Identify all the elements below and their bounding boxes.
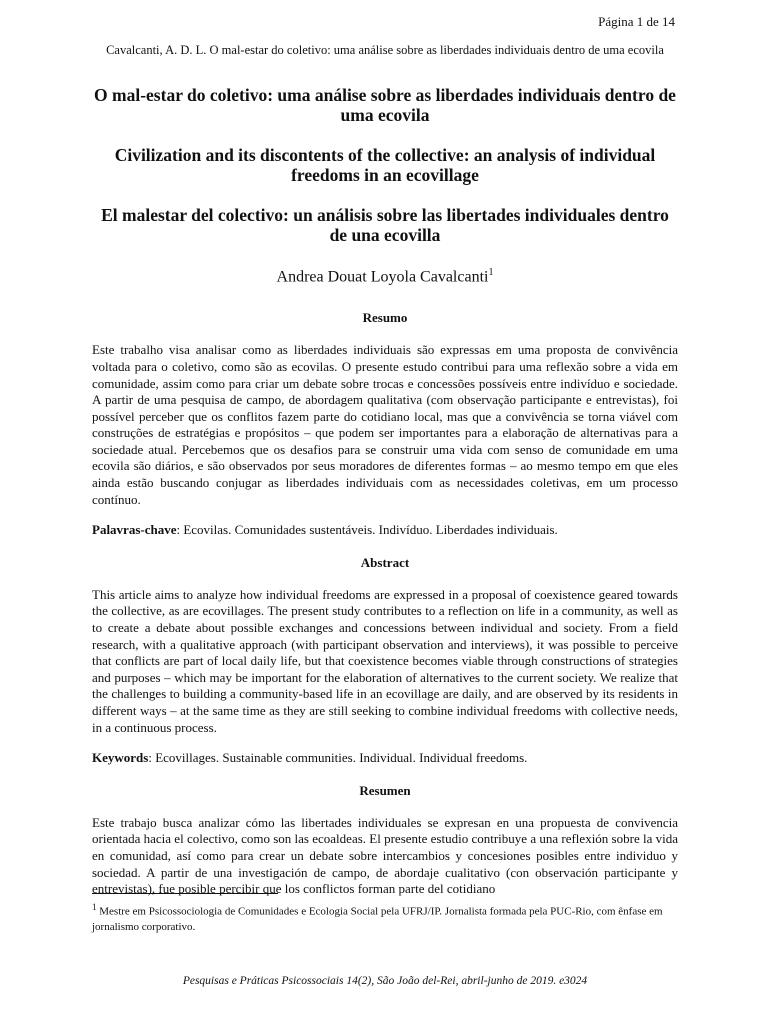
abstract-keywords-list: : Ecovillages. Sustainable communities. Individual. Individual freedoms. (148, 750, 528, 766)
journal-citation: Pesquisas e Práticas Psicossociais 14(2), São João del-Rei, abril-junho de 2019. e3024 (182, 975, 588, 987)
author-footnote-mark: 1 (488, 267, 494, 278)
abstract-heading: Abstract (360, 554, 410, 570)
resumen-text: Este trabajo busca analizar cómo las libertades individuales se expresan en una propuesta de convivencia orientada hacia el colectivo, como son las ecoaldeas. El presente estudio contribuye a una reflexión sobre la vida en comunidad, así como para crear un debate sobre intercambios y concesiones posibles entre individuo y sociedad. A partir de una investigación de campo, de abordaje cualitativo (con observación participante y entrevistas), fue posible percibir que los conflictos forman parte del cotidiano (92, 814, 678, 897)
author-name: Andrea Douat Loyola Cavalcanti (276, 268, 489, 286)
footnote (92, 900, 678, 935)
resumo-text: Este trabalho visa analisar como as liberdades individuais são expressas em uma proposta de convivência voltada para o coletivo, como são as ecovilas. O presente estudo contribui para uma reflexão sobre a vida em comunidade, assim como para criar um debate sobre trocas e concessões possíveis entre indivíduo e sociedade. A partir de uma pesquisa de campo, de abordagem qualitativa (com observação participante e entrevistas), foi possível perceber que os conflitos fazem parte do cotidiano local, mas que a convivência se torna viável com construções de estratégias e propósitos – que podem ser importantes para a elaboração de alternativas para a sociedade atual. Percebemos que os desafios para se construir uma vida com senso de comunidade em uma ecovila são diários, e são observados por seus moradores de diferentes formas – ao mesmo tempo em que eles ainda estão buscando conjugar as liberdades individuais com as necessidades coletivas, em um processo contínuo. (92, 342, 678, 507)
footnote-mark: 1 (92, 902, 97, 912)
title-english: Civilization and its discontents of the collective: an analysis of individual freedoms in an ecovillage (114, 145, 656, 185)
running-head: Cavalcanti, A. D. L. O mal-estar do coletivo: uma análise sobre as liberdades individuais dentro de uma ecovila (106, 43, 664, 57)
resumo-keywords-list: : Ecovilas. Comunidades sustentáveis. Indivíduo. Liberdades individuais. (176, 522, 558, 538)
abstract-text: This article aims to analyze how individual freedoms are expressed in a proposal of coexistence geared towards the collective, as are ecovillages. The present study contributes to a reflection on life in a community, as well as to create a debate about possible exchanges and concessions between individual and society. From a field research, with a qualitative approach (with participant observation and interviews), it was possible to perceive that conflicts are part of local daily life, but that coexistence becomes viable through constructions of strategies and purposes – which may be important for the elaboration of alternatives to the current society. We realize that the challenges to building a community-based life in an ecovillage are daily, and are observed by its residents in different ways – at the same time as they are still seeking to combine individual freedoms with collective needs, in a continuous process. (92, 586, 678, 735)
abstract-keywords (92, 750, 678, 767)
footnote-text: Mestre em Psicossociologia de Comunidades e Ecologia Social pela UFRJ/IP. Jornalista formada pela PUC-Rio, com ênfase em jornalismo corporativo. (92, 905, 663, 933)
footnote-divider (92, 893, 278, 894)
resumo-keywords (92, 522, 678, 539)
resumen-heading: Resumen (359, 782, 411, 798)
page-number: Página 1 de 14 (598, 14, 675, 29)
resumo-keywords-label: Palavras-chave (92, 522, 177, 538)
main-content (92, 85, 678, 912)
abstract-keywords-label: Keywords (92, 750, 149, 766)
title-portuguese: O mal-estar do coletivo: uma análise sobre as liberdades individuais dentro de uma ecovila (94, 85, 676, 125)
resumo-heading: Resumo (362, 310, 408, 326)
title-spanish: El malestar del colectivo: un análisis sobre las libertades individuales dentro de una ecovilla (101, 205, 669, 245)
author-line (92, 267, 678, 286)
